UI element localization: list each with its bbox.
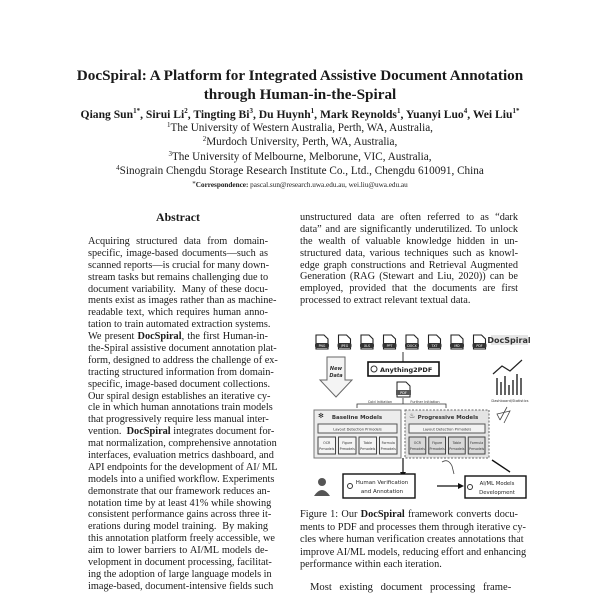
sub-model-label: Prmodels <box>449 447 465 451</box>
sub-model-label: OCR <box>323 441 331 445</box>
text-line <box>88 366 274 379</box>
file-icon <box>360 335 374 349</box>
text-line <box>88 461 278 474</box>
text-segment: Generation (RAG (Stewart and Liu, 2020)) can be <box>300 271 518 283</box>
branch-lines <box>357 404 446 408</box>
anything2pdf-label: Anything2PDF <box>380 366 433 374</box>
text-segment: Our spiral design establishes an iterative cy- <box>88 390 271 402</box>
layout-detection-label: Layout Detection Prmodels <box>422 427 472 432</box>
author <box>193 108 253 121</box>
text-line <box>88 260 268 272</box>
correspondence-label: Correspondence: <box>195 181 249 189</box>
text-line <box>88 284 268 296</box>
text-segment: mat normalization, comprehensive annotation <box>88 438 277 450</box>
sub-model-label: OCR <box>413 441 421 445</box>
file-icon <box>383 335 397 349</box>
text-segment: that progressively require less manual inter- <box>88 414 269 426</box>
person-icon <box>318 478 326 486</box>
text-line <box>88 521 268 533</box>
file-type-label: XLS <box>364 344 370 348</box>
next-paragraph <box>300 582 518 594</box>
text-line <box>300 260 518 272</box>
text-segment: employed, provided that the documents are first <box>300 283 518 295</box>
abstract-heading: Abstract <box>156 210 200 224</box>
text-line <box>300 534 524 547</box>
text-line <box>88 473 275 486</box>
text-segment: Figure 1: Our <box>300 509 361 520</box>
author-list: Qiang Sun$^{1*}$, Sirui Li$^2$, Tingting Bi$^3$, Du Huynh$^1$, Mark Reynolds$^1$, Yuanyi Luo$^4$, Wei Liu$^{1*}$ <box>80 107 520 121</box>
hand-cursor-icon <box>442 461 454 474</box>
text-segment: image-based, document-intensive fields such <box>88 580 274 592</box>
affiliation <box>0 136 600 148</box>
sub-model-label: Formula <box>469 441 484 445</box>
text-line <box>88 414 268 426</box>
text-line <box>88 402 273 414</box>
baseline-title: Baseline Models <box>331 415 383 421</box>
text-line <box>88 331 268 343</box>
human-box-label: Human Verification <box>355 480 409 486</box>
abstract-body <box>88 236 278 593</box>
text-line <box>300 236 518 248</box>
text-segment: the wealth of valuable knowledge hidden in un- <box>300 235 518 247</box>
file-icon <box>405 335 419 349</box>
text-segment: scanned reports—is crucial for many down- <box>88 259 269 271</box>
file-type-label: PPT <box>386 344 393 348</box>
author-affiliation-mark: 1 <box>396 107 401 115</box>
text-segment: the-Spiral assistive document annotation plat- <box>88 343 277 355</box>
correspondence <box>0 181 600 189</box>
text-line <box>88 236 268 248</box>
text-segment: tation to train automated extraction systems. <box>88 319 271 331</box>
sub-model-label: Figure <box>432 441 443 445</box>
dashboard-label: Dashboard/Statistics <box>491 399 529 403</box>
text-line <box>300 212 518 224</box>
text-segment: demonstrate that our framework reduces an- <box>88 485 271 497</box>
sub-model-box <box>468 437 485 454</box>
affiliation-text: The University of Melbourne, Melborune, VIC, Australia, <box>171 150 432 163</box>
new-data-label: New <box>329 366 343 372</box>
sub-model-label: Prmodels <box>339 447 355 451</box>
text-segment: unstructured data are often referred to as “dark <box>300 212 518 223</box>
text-segment: interfaces, evaluation metrics dashboard, and <box>88 450 274 462</box>
text-line <box>88 438 277 450</box>
text-segment: edge graph constructions and Retrieval Augmented <box>300 259 518 271</box>
text-line <box>88 378 271 391</box>
text-segment: form, designed to address the challenge of ex- <box>88 354 278 366</box>
sub-model-box <box>380 437 398 454</box>
dashboard-chart-icon <box>493 360 522 395</box>
sub-model-box <box>429 437 446 454</box>
file-icon <box>473 335 487 349</box>
correspondence-mark: * <box>192 180 196 188</box>
text-line <box>88 307 268 319</box>
author <box>473 108 520 121</box>
text-segment: , the first Human-in- <box>181 331 268 343</box>
arrow-head <box>458 483 464 489</box>
text-line <box>88 545 268 557</box>
text-segment: ments exist as images rather than as machine- <box>88 295 277 307</box>
file-icon <box>338 335 352 349</box>
snowflake-icon: ✻ <box>318 412 324 420</box>
text-segment: API endpoints for the development of AI/ ML <box>88 461 278 473</box>
text-line <box>300 521 526 535</box>
title-line: DocSpiral: A Platform for Integrated Assistive Document Annotation <box>76 67 524 84</box>
author-name: Yuanyi Luo <box>405 108 464 121</box>
intro-text <box>300 212 518 307</box>
text-segment: velopment in document processing, facilitat- <box>88 557 272 569</box>
sub-model-box <box>318 437 336 454</box>
paragraph-line: Most existing document processing frame- <box>310 582 512 593</box>
affiliation-mark: 3 <box>168 149 172 158</box>
file-icon <box>450 335 464 349</box>
text-line <box>88 533 275 545</box>
text-segment: erations during model training. By making <box>88 521 268 533</box>
text-segment: data” and are significantly underutilized. To unlock <box>300 223 518 235</box>
affiliation <box>0 151 600 163</box>
text-segment: integrates document for- <box>170 426 275 438</box>
correspondence-emails: pascal.sun@research.uwa.edu.au, wei.liu@uwa.edu.au <box>250 181 408 189</box>
author-name: Sirui Li <box>145 108 185 121</box>
author <box>81 108 141 121</box>
text-segment: readable text, which requires human anno- <box>88 307 268 319</box>
affiliation <box>0 165 600 177</box>
text-line <box>88 390 271 403</box>
author-name: Qiang Sun <box>80 108 134 121</box>
affiliation-mark: 1 <box>167 121 171 129</box>
author <box>146 108 188 121</box>
author-affiliation-mark: 1* <box>512 107 520 115</box>
text-line <box>300 295 518 307</box>
text-line <box>88 248 268 260</box>
affiliation-text: The University of Western Australia, Perth, WA, Australia, <box>170 122 433 134</box>
layout-detection-label: Layout Detection Prmodels <box>333 427 382 432</box>
text-line <box>88 568 272 581</box>
sub-model-label: Prmodels <box>409 447 425 451</box>
text-line <box>300 546 527 560</box>
text-line <box>88 580 274 593</box>
text-segment: ing the adoption of large language models in <box>88 568 272 580</box>
author <box>406 108 467 121</box>
paper-title <box>0 66 600 104</box>
affiliation <box>0 122 600 134</box>
file-type-label: TXT <box>431 344 438 348</box>
aiml-box-label: Development <box>479 490 515 496</box>
text-line <box>300 283 518 295</box>
author-affiliation-mark: 1* <box>133 107 141 115</box>
affiliation-text: Murdoch University, Perth, WA, Australia, <box>206 136 398 149</box>
text-segment: ments to PDF and processes them through iterative cy- <box>300 521 526 533</box>
bold-term: DocSpiral <box>126 426 171 438</box>
text-segment: cles where human verification creates annotations that <box>300 534 524 546</box>
text-segment: aim to lower barriers to AI/ML models de- <box>88 545 268 557</box>
aiml-box-label: AI/ML Models <box>479 481 515 487</box>
affiliation-text: Sinograin Chengdu Storage Research Institute Co., Ltd., Chengdu 610091, China <box>119 164 484 177</box>
sub-model-label: Prmodels <box>469 447 485 451</box>
text-line <box>300 271 518 283</box>
sub-model-label: Formula <box>381 441 395 445</box>
text-line <box>88 354 278 367</box>
title-line: through Human-in-the-Spiral <box>203 86 397 103</box>
text-segment: We present <box>88 331 138 343</box>
sub-model-box <box>359 437 377 454</box>
text-segment: consistent performance gains across three it- <box>88 509 272 521</box>
file-type-label: JPEG <box>340 344 349 348</box>
text-line <box>88 272 268 284</box>
sub-model-box <box>449 437 466 454</box>
text-line <box>88 319 271 331</box>
text-segment: specific, image-based document collections. <box>88 378 271 390</box>
text-segment: notation time by at least 41% while showing <box>88 497 272 509</box>
affiliation-mark: 2 <box>202 135 207 144</box>
text-segment: framework converts docu- <box>404 509 518 520</box>
text-line <box>88 509 272 521</box>
pdf-label: PDF <box>400 391 407 395</box>
text-line <box>300 559 518 572</box>
author-affiliation-mark: 2 <box>184 107 188 115</box>
text-segment: processed to extract relevant textual data. <box>300 295 471 307</box>
text-line <box>88 557 272 569</box>
file-icon <box>315 335 329 349</box>
feedback-arrow <box>492 460 510 472</box>
text-line <box>88 485 271 498</box>
text-segment: specific, image-based documents—such as <box>88 247 268 259</box>
text-line <box>300 248 518 260</box>
text-segment: vention. <box>88 426 127 438</box>
sub-model-label: Prmodels <box>319 447 335 451</box>
sub-model-label: Figure <box>342 441 353 445</box>
text-line <box>88 497 272 510</box>
sub-model-label: Table <box>363 441 373 445</box>
figure-1-diagram <box>300 325 540 505</box>
author <box>320 108 400 121</box>
progressive-title: Progressive Models <box>417 415 479 421</box>
author-name: Wei Liu <box>472 108 513 121</box>
text-segment: Acquiring structured data from domain- <box>88 236 268 247</box>
text-line <box>88 426 275 438</box>
file-type-label: MD <box>454 344 460 348</box>
text-segment: cle in which human annotations train models <box>88 402 273 414</box>
sub-model-box <box>339 437 357 454</box>
text-segment: models into a unified workflow. Experiments <box>88 473 275 485</box>
bold-term: DocSpiral <box>137 331 182 343</box>
figure-caption <box>300 509 527 572</box>
text-line <box>88 343 277 355</box>
file-type-label: PDF <box>476 344 483 348</box>
fire-icon: ♨ <box>409 412 416 420</box>
author-affiliation-mark: 3 <box>249 107 253 115</box>
file-type-label: PNG <box>318 344 326 348</box>
text-line <box>300 509 518 522</box>
text-line <box>88 450 274 462</box>
author-name: Tingting Bi <box>193 108 250 121</box>
sub-model-box <box>409 437 426 454</box>
branch-right-label: Further Initiation <box>410 400 440 404</box>
sub-model-label: Prmodels <box>360 447 376 451</box>
file-icon <box>428 335 442 349</box>
sub-model-label: Table <box>452 441 462 445</box>
new-data-label: Data <box>329 373 343 379</box>
text-segment: performance within each iteration. <box>300 559 442 571</box>
text-segment: this annotation platform freely accessible, we <box>88 533 275 545</box>
text-segment: improve AI/ML models, reducing effort and enhancing <box>300 546 527 558</box>
text-segment: document variability. Many of these docu- <box>88 283 268 295</box>
author-affiliation-mark: 1 <box>310 107 315 115</box>
hollow-up-arrow-icon <box>497 407 510 423</box>
file-type-label: DOCX <box>407 344 417 348</box>
author <box>259 108 314 121</box>
author-name: Mark Reynolds <box>319 108 397 121</box>
text-segment: tracting structured information from domain- <box>88 366 274 378</box>
text-line <box>300 224 518 236</box>
bold-term: DocSpiral <box>360 509 405 520</box>
text-segment: structured data, various techniques such as knowl- <box>300 247 518 259</box>
author-affiliation-mark: 4 <box>463 107 468 115</box>
docspiral-brand: DocSpiral <box>487 336 531 345</box>
text-line <box>88 295 277 307</box>
human-box-label: and Annotation <box>360 489 404 495</box>
author-name: Du Huynh <box>258 108 311 121</box>
person-body <box>314 490 330 496</box>
affiliation-mark: 4 <box>116 163 120 172</box>
sub-model-label: Prmodels <box>380 447 396 451</box>
text-segment: stream tasks but remains challenging due to <box>88 271 269 283</box>
branch-left-label: Cold Initiation <box>367 400 393 404</box>
sub-model-label: Prmodels <box>429 447 445 451</box>
